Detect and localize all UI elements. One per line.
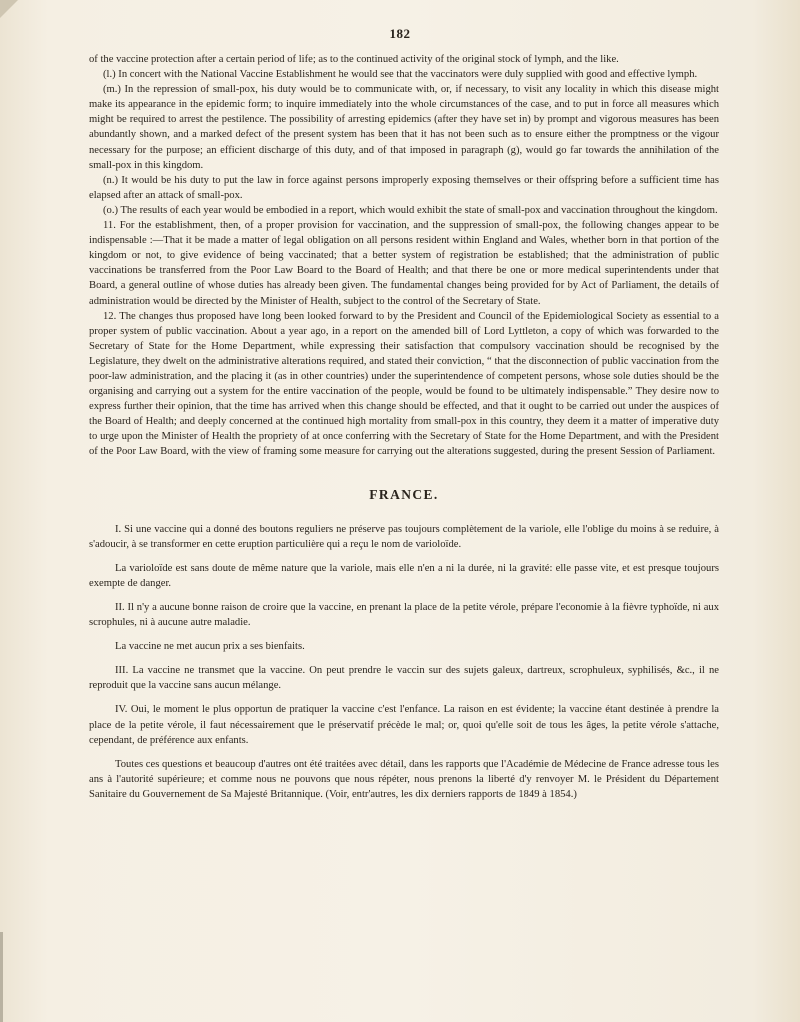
page-number: 182 [389, 26, 411, 41]
page-edge-mark [0, 932, 3, 1022]
paragraph-o: (o.) The results of each year would be embodied in a report, which would exhibit the state of small-pox and vaccination throughout the kingdom. [103, 204, 718, 216]
paragraph-m: (m.) In the repression of small-pox, his duty would be to communicate with, or, if necessary, to visit any locality in which this disease might make its appearance in the epidemic form; to inquire immediately into the whole circumstances of the case, and to put in force all measures which might be required to arrest the pestilence. The possibility of arresting epidemics (after they have set in) by prompt and vigorous measures has been abundantly shown, and a marked defect of the present system has been that it has not been such as to ensure either the promptness or the vigour necessary for the purpose; an efficient discharge of this duty, and of that imposed in paragraph (g), would go far towards the annihilation of the small-pox in this kingdom. [89, 84, 719, 171]
paragraph-fr-iv: IV. Oui, le moment le plus opportun de pratiquer la vaccine c'est l'enfance. La raison en est évidente; la vaccine étant destinée à prendre la place de la petite vérole, il faut nécessairement que le préservatif précède le mal; or, quoi qu'elle soit de tous les âges, la petite vérole s'attache, cependant, de préférence aux enfants. [89, 704, 719, 746]
paragraph-fr-i: I. Si une vaccine qui a donné des boutons reguliers ne préserve pas toujours complètement de la variole, elle l'oblige du moins à se reduire, à s'adoucir, à se transformer en cette eruption particulière qui a reçu le nom de varioloïde. [89, 523, 719, 550]
paragraph-l: (l.) In concert with the National Vaccine Establishment he would see that the vaccinators were duly supplied with good and effective lymph. [103, 69, 698, 81]
page-body [89, 52, 719, 804]
paragraph-fr-varioloide: La varioloïde est sans doute de même nature que la variole, mais elle n'en a ni la durée, ni la gravité: elle passe vite, et est presque toujours exempte de danger. [89, 562, 719, 589]
paragraph-fr-iii: III. La vaccine ne transmet que la vaccine. On peut prendre le vaccin sur des sujets galeux, dartreux, scrophuleux, syphilisés, &c., il ne reproduit que la vaccine sans aucun mélange. [89, 665, 719, 692]
paragraph-continuation: of the vaccine protection after a certain period of life; as to the continued activity of the original stock of lymph, and the like. [89, 54, 619, 65]
page-corner-shadow [0, 0, 18, 18]
paragraph-n: (n.) It would be his duty to put the law in force against persons improperly exposing themselves or their offspring before a sufficient time has elapsed after an attack of small-pox. [89, 174, 719, 201]
paragraph-fr-prix: La vaccine ne met aucun prix a ses bienfaits. [115, 641, 305, 653]
paragraph-fr-conclusion: Toutes ces questions et beaucoup d'autres ont été traitées avec détail, dans les rapports que l'Académie de Médecine de France adresse tous les ans à l'autorité supérieure; et comme nous ne pouvons que nous répéter, nous prenons la liberté d'y renvoyer M. le Président du Département Sanitaire du Gouvernement de Sa Majesté Britannique. (Voir, entr'autres, les dix derniers rapports de 1849 à 1854.) [89, 758, 719, 800]
paragraph-fr-ii: II. Il n'y a aucune bonne raison de croire que la vaccine, en prenant la place de la petite vérole, prépare l'economie à la fièvre typhoïde, ni aux scrophules, ni à aucune autre maladie. [89, 602, 719, 629]
paragraph-11: 11. For the establishment, then, of a proper provision for vaccination, and the suppression of small-pox, the following changes appear to be indispensable :—That it be made a matter of legal obligation on all persons resident within England and Wales, whether born in that portion of the kingdom or not, to give evidence of being vaccinated; that a better system of registration be established; that the administration of public vaccinations be transferred from the Poor Law Board to the Board of Health; and that there be one or more medical superintendents under that Board, a general outline of whose duties has already been given. The fundamental changes being provided for by Act of Parliament, the details of administration would be directed by the Minister of Health, subject to the control of the Secretary of State. [89, 220, 719, 307]
paragraph-12: 12. The changes thus proposed have long been looked forward to by the President and Council of the Epidemiological Society as essential to a proper system of public vaccination. About a year ago, in a report on the amended bill of Lord Lyttleton, a copy of which was forwarded to the Secretary of State for the Home Department, while expressing their satisfaction that compulsory vaccination should be recognised by the Legislature, they dwelt on the administrative alterations required, and stated their conviction, “ that the disconnection of public vaccination from the poor-law administration, and the placing it (as in other countries) under the superintendence of competent persons, whose sole duties should be the organising and carrying out a system for the entire vaccination of the people, would be found to be ultimately indispensable.” They desire now to express further their opinion, that the time has arrived when this change should be effected, and that it ought to be carried out under the auspices of the Board of Health; and deeply concerned at the continued high mortality from small-pox in this country, they deem it a matter of imperative duty to urge upon the Minister of Health the propriety of at once conferring with the Secretary of State for the Home Department, and with the President of the Poor Law Board, with the view of framing some measure for carrying out the alterations suggested, during the present Session of Parliament. [89, 310, 719, 458]
section-heading-france: FRANCE. [369, 486, 439, 502]
